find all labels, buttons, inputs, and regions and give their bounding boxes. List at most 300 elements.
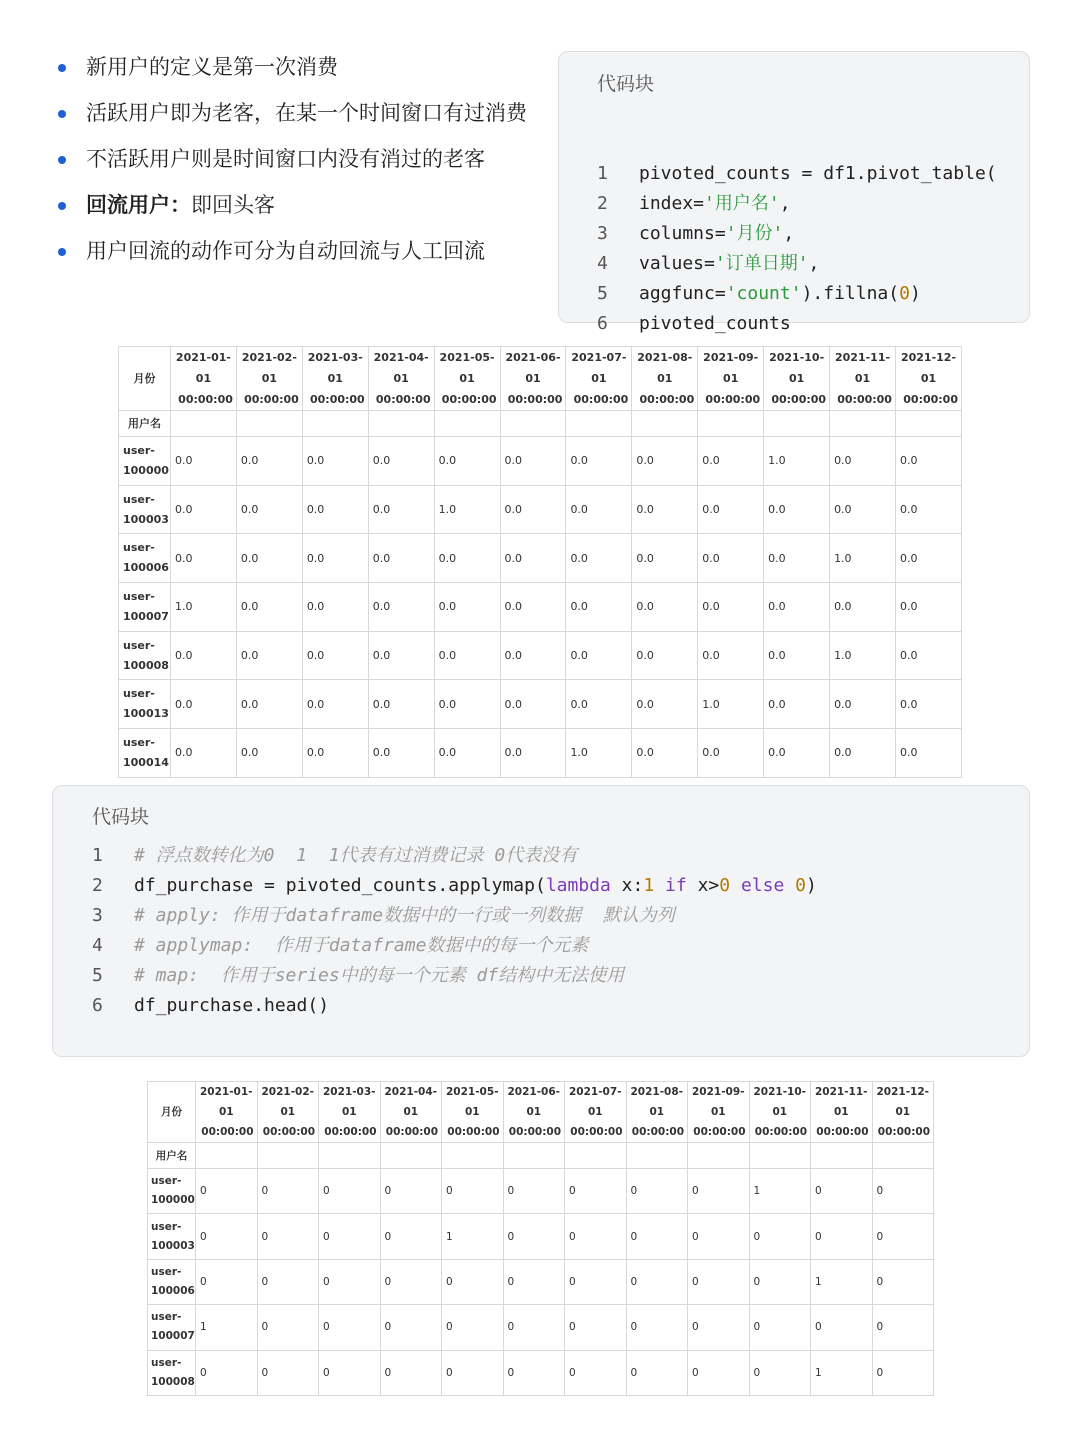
table-cell: 0.0: [368, 485, 434, 534]
column-date: 2021-11-01: [834, 351, 891, 385]
code-line: [597, 249, 997, 279]
bullet-bold-text: 回流用户：: [86, 193, 191, 217]
row-index-prefix: user-: [151, 1356, 182, 1369]
table-row: [119, 437, 962, 486]
column-date: 2021-01-01: [199, 1086, 253, 1118]
bullet-text: 新用户的定义是第一次消费: [86, 55, 338, 79]
column-time: 00:00:00: [639, 393, 695, 406]
column-time: 00:00:00: [573, 393, 629, 406]
row-index: [148, 1350, 196, 1395]
column-time: 00:00:00: [441, 393, 497, 406]
column-header: [565, 1082, 627, 1143]
bullet-dot-icon: [58, 110, 66, 118]
code-token: pivoted_counts: [639, 313, 791, 334]
column-time: 00:00:00: [570, 1126, 623, 1138]
row-index: [148, 1305, 196, 1350]
empty-cell: [503, 1143, 565, 1169]
column-date: 2021-05-01: [445, 1086, 499, 1118]
table-cell: 1.0: [764, 437, 830, 486]
line-number: 5: [597, 283, 608, 304]
bullet-item: [56, 188, 536, 222]
column-time: 00:00:00: [262, 1126, 315, 1138]
code-line: [597, 159, 997, 189]
bullet-text: 活跃用户即为老客，在某一个时间窗口有过消费: [86, 101, 527, 125]
table-cell: 1: [811, 1259, 873, 1304]
header-row: [119, 347, 962, 411]
column-date: 2021-04-01: [384, 1086, 438, 1118]
code-token: '月份': [725, 223, 784, 244]
table-cell: 0: [196, 1214, 258, 1259]
code-token: x:: [610, 875, 644, 896]
row-index: [148, 1214, 196, 1259]
column-date: 2021-02-01: [241, 351, 297, 385]
column-date: 2021-09-01: [691, 1086, 745, 1118]
table-cell: 0.0: [171, 631, 237, 680]
code-line: [92, 901, 817, 931]
empty-cell: [830, 411, 896, 437]
table-cell: 0.0: [698, 437, 764, 486]
table-cell: 0.0: [368, 534, 434, 583]
table-cell: 0.0: [895, 485, 961, 534]
code-block-applymap: [52, 785, 1030, 1057]
row-index: [119, 631, 171, 680]
table-cell: 0.0: [368, 583, 434, 632]
table-cell: 0.0: [236, 631, 302, 680]
line-number: 3: [92, 905, 103, 926]
table-cell: 0.0: [368, 729, 434, 778]
column-header: [872, 1082, 934, 1143]
index-name: 用户名: [119, 411, 171, 437]
table-cell: 0: [872, 1305, 934, 1350]
table-row: [148, 1214, 934, 1259]
row-index-prefix: user-: [123, 541, 155, 555]
code-block-title: 代码块: [92, 806, 150, 828]
row-index-prefix: user-: [151, 1265, 182, 1278]
empty-cell: [895, 411, 961, 437]
table-cell: 0.0: [698, 631, 764, 680]
table-cell: 0: [380, 1169, 442, 1214]
column-date: 2021-07-01: [568, 1086, 622, 1118]
row-index-id: 100008: [123, 658, 169, 672]
code-token: [784, 875, 795, 896]
table-cell: 0: [319, 1169, 381, 1214]
empty-cell: [500, 411, 566, 437]
row-index-prefix: user-: [123, 638, 155, 652]
table-cell: 0.0: [302, 437, 368, 486]
table-cell: 0: [380, 1259, 442, 1304]
code-token: df_purchase.head(): [134, 995, 330, 1016]
bullet-dot-icon: [58, 202, 66, 210]
table-row: [119, 631, 962, 680]
column-time: 00:00:00: [507, 393, 563, 406]
column-time: 00:00:00: [705, 393, 761, 406]
table-cell: 0.0: [302, 631, 368, 680]
row-index: [119, 437, 171, 486]
column-date: 2021-11-01: [814, 1086, 868, 1118]
table-cell: 0: [503, 1214, 565, 1259]
table-cell: 0.0: [698, 729, 764, 778]
code-token: # 浮点数转化为0 1 1代表有过消费记录 0代表没有: [134, 845, 578, 866]
column-header: [302, 347, 368, 411]
code-token: '订单日期': [714, 253, 809, 274]
column-header: [764, 347, 830, 411]
table-cell: 0.0: [500, 631, 566, 680]
row-index-prefix: user-: [123, 687, 155, 701]
table-cell: 0.0: [302, 534, 368, 583]
row-index-id: 100006: [151, 1284, 195, 1297]
table-cell: 0.0: [368, 631, 434, 680]
columns-name: 月份: [148, 1082, 196, 1143]
table-cell: 0.0: [236, 583, 302, 632]
code-token: 0: [795, 875, 806, 896]
code-line: [597, 279, 997, 309]
code-token: index=: [639, 193, 705, 214]
table-cell: 1: [811, 1350, 873, 1395]
empty-cell: [257, 1143, 319, 1169]
row-index-id: 100006: [123, 561, 169, 575]
index-name: 用户名: [148, 1143, 196, 1169]
column-time: 00:00:00: [508, 1126, 561, 1138]
table-cell: 0: [565, 1350, 627, 1395]
row-index-prefix: user-: [151, 1311, 182, 1324]
table-cell: 0.0: [895, 729, 961, 778]
code-block-pivot: [558, 51, 1030, 334]
column-header: [257, 1082, 319, 1143]
table-cell: 0.0: [632, 680, 698, 729]
line-number: 1: [597, 163, 608, 184]
table-cell: 1.0: [830, 631, 896, 680]
line-number: 2: [597, 193, 608, 214]
table-cell: 0.0: [434, 631, 500, 680]
table-cell: 0.0: [566, 631, 632, 680]
column-time: 00:00:00: [324, 1126, 377, 1138]
row-index-prefix: user-: [123, 735, 155, 749]
column-header: [626, 1082, 688, 1143]
table-cell: 1.0: [434, 485, 500, 534]
table-cell: 0.0: [764, 729, 830, 778]
table-cell: 1.0: [698, 680, 764, 729]
table-cell: 0: [688, 1305, 750, 1350]
table-cell: 0: [442, 1305, 504, 1350]
column-time: 00:00:00: [877, 1126, 930, 1138]
row-index: [119, 534, 171, 583]
line-number: 4: [92, 935, 103, 956]
table-cell: 0.0: [895, 534, 961, 583]
table-cell: 0.0: [632, 437, 698, 486]
table-row: [148, 1259, 934, 1304]
table-cell: 0: [380, 1214, 442, 1259]
table-cell: 0: [196, 1259, 258, 1304]
table-cell: 0: [319, 1259, 381, 1304]
table-cell: 0: [380, 1305, 442, 1350]
row-index-prefix: user-: [123, 589, 155, 603]
table-cell: 0: [811, 1169, 873, 1214]
column-header: [500, 347, 566, 411]
table-cell: 0.0: [895, 680, 961, 729]
column-date: 2021-03-01: [322, 1086, 376, 1118]
code-token: ): [805, 875, 817, 896]
table-cell: 0: [811, 1214, 873, 1259]
bullet-item: [56, 96, 536, 130]
empty-cell: [764, 411, 830, 437]
row-index: [119, 680, 171, 729]
table-cell: 0.0: [830, 437, 896, 486]
table-row: [148, 1169, 934, 1214]
column-header: [895, 347, 961, 411]
column-header: [380, 1082, 442, 1143]
column-date: 2021-07-01: [571, 351, 627, 385]
code-token: aggfunc=: [639, 283, 726, 304]
table-cell: 0: [503, 1305, 565, 1350]
empty-cell: [319, 1143, 381, 1169]
table-cell: 0.0: [830, 729, 896, 778]
table-cell: 0.0: [171, 680, 237, 729]
table-cell: 1.0: [171, 583, 237, 632]
empty-cell: [434, 411, 500, 437]
bullet-text: 用户回流的动作可分为自动回流与人工回流: [86, 239, 485, 263]
table-cell: 0.0: [302, 729, 368, 778]
code-lines: [92, 841, 817, 1021]
table-cell: 0: [688, 1350, 750, 1395]
column-time: 00:00:00: [201, 1126, 254, 1138]
column-time: 00:00:00: [693, 1126, 746, 1138]
table-cell: 0.0: [171, 729, 237, 778]
bullet-item: [56, 50, 536, 84]
table-cell: 0.0: [764, 583, 830, 632]
code-token: df_purchase = pivoted_counts.applymap(: [134, 875, 546, 896]
table-cell: 0.0: [500, 583, 566, 632]
column-header: [698, 347, 764, 411]
table-cell: 0.0: [895, 631, 961, 680]
table-cell: 0: [503, 1350, 565, 1395]
empty-cell: [171, 411, 237, 437]
column-header: [566, 347, 632, 411]
code-token: [654, 875, 665, 896]
table-cell: 0: [749, 1305, 811, 1350]
table-cell: 0: [688, 1259, 750, 1304]
code-token: else: [740, 875, 785, 896]
code-line: [92, 991, 817, 1021]
table-cell: 0: [257, 1350, 319, 1395]
table-cell: 0.0: [895, 437, 961, 486]
table-cell: 0: [257, 1169, 319, 1214]
table-cell: 0.0: [895, 583, 961, 632]
table-cell: 0: [565, 1214, 627, 1259]
table-cell: 1.0: [566, 729, 632, 778]
column-date: 2021-04-01: [373, 351, 429, 385]
row-index-id: 100014: [123, 755, 169, 769]
pivot-table-counts: [118, 346, 962, 778]
table-cell: 0.0: [764, 631, 830, 680]
table-cell: 0.0: [236, 534, 302, 583]
purchase-table-head: [147, 1081, 934, 1396]
code-line: [597, 189, 997, 219]
table-cell: 0: [626, 1305, 688, 1350]
column-time: 00:00:00: [754, 1126, 807, 1138]
table-row: [148, 1305, 934, 1350]
table-cell: 0: [626, 1169, 688, 1214]
table-cell: 0.0: [171, 534, 237, 583]
table-row: [119, 729, 962, 778]
column-date: 2021-10-01: [753, 1086, 807, 1118]
code-token: ,: [779, 193, 791, 214]
table-cell: 0.0: [236, 729, 302, 778]
table-cell: 0: [503, 1259, 565, 1304]
row-index: [148, 1259, 196, 1304]
column-header: [688, 1082, 750, 1143]
line-number: 3: [597, 223, 608, 244]
code-token: ): [909, 283, 921, 304]
table-row: [119, 583, 962, 632]
table-cell: 0.0: [500, 729, 566, 778]
table-cell: 0.0: [171, 485, 237, 534]
code-token: values=: [639, 253, 715, 274]
column-date: 2021-12-01: [876, 1086, 930, 1118]
table-cell: 0.0: [830, 583, 896, 632]
code-line: [597, 219, 997, 249]
table-cell: 1: [196, 1305, 258, 1350]
code-token: lambda: [545, 875, 611, 896]
row-index: [148, 1169, 196, 1214]
column-time: 00:00:00: [837, 393, 892, 406]
table-cell: 1: [749, 1169, 811, 1214]
table-cell: 0.0: [566, 485, 632, 534]
column-time: 00:00:00: [447, 1126, 500, 1138]
table-cell: 0: [442, 1350, 504, 1395]
bullet-text: 即回头客: [191, 193, 275, 217]
code-token: '用户名': [704, 193, 780, 214]
header-row: [148, 1082, 934, 1143]
table-cell: 0: [196, 1350, 258, 1395]
table-cell: 0.0: [632, 583, 698, 632]
row-index-id: 100007: [123, 609, 169, 623]
column-header: [236, 347, 302, 411]
code-token: if: [665, 875, 687, 896]
table-cell: 0.0: [171, 437, 237, 486]
line-number: 2: [92, 875, 103, 896]
table-cell: 0.0: [632, 729, 698, 778]
table-cell: 0: [872, 1350, 934, 1395]
bullet-dot-icon: [58, 248, 66, 256]
empty-cell: [698, 411, 764, 437]
column-header: [749, 1082, 811, 1143]
row-index-id: 100008: [151, 1375, 195, 1388]
table-cell: 0: [442, 1259, 504, 1304]
column-date: 2021-06-01: [505, 351, 561, 385]
code-token: pivoted_counts = df1.pivot_table(: [639, 163, 997, 184]
row-index-id: 100000: [151, 1194, 195, 1207]
row-index-prefix: user-: [123, 492, 155, 506]
line-number: 1: [92, 845, 103, 866]
column-header: [503, 1082, 565, 1143]
code-token: # applymap: 作用于dataframe数据中的每一个元素: [134, 935, 589, 956]
table-cell: 0: [196, 1169, 258, 1214]
code-token: 'count': [725, 283, 802, 304]
table-cell: 0: [688, 1214, 750, 1259]
table-cell: 1: [442, 1214, 504, 1259]
table-row: [119, 680, 962, 729]
empty-cell: [632, 411, 698, 437]
index-name-row: [119, 411, 962, 437]
table-cell: 0: [565, 1305, 627, 1350]
column-date: 2021-08-01: [637, 351, 693, 385]
table-cell: 0: [872, 1259, 934, 1304]
table-cell: 0.0: [236, 485, 302, 534]
column-time: 00:00:00: [309, 393, 365, 406]
line-number: 6: [597, 313, 608, 334]
code-line: [92, 961, 817, 991]
table-cell: 0: [811, 1305, 873, 1350]
table-cell: 0.0: [566, 437, 632, 486]
empty-cell: [196, 1143, 258, 1169]
table-cell: 0.0: [236, 680, 302, 729]
column-date: 2021-08-01: [630, 1086, 684, 1118]
empty-cell: [811, 1143, 873, 1169]
code-token: 1: [643, 875, 655, 896]
table-cell: 0.0: [764, 680, 830, 729]
table-cell: 0: [442, 1169, 504, 1214]
row-index: [119, 583, 171, 632]
table-cell: 0.0: [368, 437, 434, 486]
column-header: [196, 1082, 258, 1143]
table-cell: 0.0: [500, 534, 566, 583]
empty-cell: [872, 1143, 934, 1169]
column-date: 2021-01-01: [175, 351, 231, 385]
table-cell: 0.0: [830, 680, 896, 729]
table-cell: 0: [749, 1214, 811, 1259]
table-cell: 0: [257, 1259, 319, 1304]
table-cell: 0.0: [764, 534, 830, 583]
bullet-item: [56, 142, 536, 176]
column-header: [319, 1082, 381, 1143]
table-cell: 0.0: [698, 485, 764, 534]
column-header: [171, 347, 237, 411]
code-line: [597, 309, 997, 339]
line-number: 5: [92, 965, 103, 986]
code-token: ,: [783, 223, 795, 244]
table-cell: 0.0: [632, 534, 698, 583]
code-token: # map: 作用于series中的每一个元素 df结构中无法使用: [134, 965, 625, 986]
empty-cell: [368, 411, 434, 437]
column-time: 00:00:00: [178, 393, 233, 406]
row-index-id: 100007: [151, 1330, 195, 1343]
column-header: [434, 347, 500, 411]
table-cell: 0: [319, 1214, 381, 1259]
table-cell: 0.0: [500, 437, 566, 486]
code-token: x>: [686, 875, 720, 896]
table-cell: 0: [688, 1169, 750, 1214]
columns-name: 月份: [119, 347, 171, 411]
code-token: 0: [899, 283, 910, 304]
table-cell: 0.0: [434, 583, 500, 632]
empty-cell: [380, 1143, 442, 1169]
empty-cell: [442, 1143, 504, 1169]
table-cell: 0.0: [698, 583, 764, 632]
code-token: ).fillna(: [801, 283, 900, 304]
row-index-id: 100003: [151, 1239, 195, 1252]
table-cell: 0: [749, 1259, 811, 1304]
table-cell: 0: [626, 1259, 688, 1304]
table-cell: 0.0: [302, 680, 368, 729]
column-header: [632, 347, 698, 411]
table-cell: 0.0: [632, 631, 698, 680]
table-cell: 0.0: [434, 680, 500, 729]
code-token: 0: [719, 875, 731, 896]
table-cell: 1.0: [830, 534, 896, 583]
row-index-prefix: user-: [123, 443, 155, 457]
bullet-list: [56, 50, 536, 280]
table-cell: 0: [565, 1259, 627, 1304]
